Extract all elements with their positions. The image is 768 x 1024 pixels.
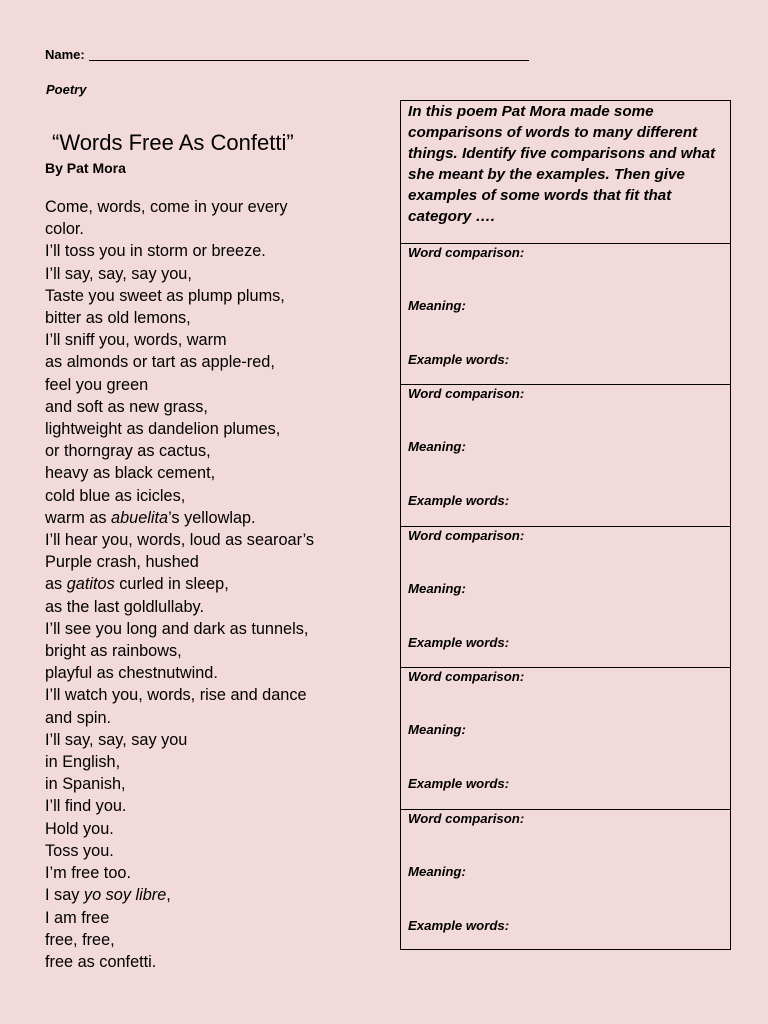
poem-text-segment: I’ll find you.: [45, 797, 127, 816]
poem-text-segment: ’s yellowlap.: [168, 508, 256, 527]
meaning-label: Meaning:: [408, 439, 466, 455]
poem-text-segment: color.: [45, 220, 84, 239]
poem-text-segment: I’m free too.: [45, 864, 131, 883]
name-label: Name:: [45, 47, 85, 62]
poem-text-segment: cold blue as icicles,: [45, 486, 186, 505]
comparison-box[interactable]: [401, 527, 730, 668]
poem-author: By Pat Mora: [45, 160, 126, 176]
poem-line: [45, 751, 385, 773]
example-words-label: Example words:: [408, 776, 510, 792]
poem-line: [45, 396, 385, 418]
poem-text-segment: I’ll see you long and dark as tunnels,: [45, 619, 309, 638]
poem-line: [45, 218, 385, 240]
comparison-box[interactable]: [401, 668, 730, 809]
word-comparison-label: Word comparison:: [408, 527, 525, 543]
poem-line: [45, 951, 385, 973]
poem-line: [45, 640, 385, 662]
poem-text-segment: as the last goldlullaby.: [45, 597, 204, 616]
poem-text-segment: lightweight as dandelion plumes,: [45, 420, 281, 439]
poem-line: [45, 840, 385, 862]
poem-italic-word: abuelita: [111, 508, 169, 527]
poem-text-segment: I am free: [45, 908, 110, 927]
poem-text-segment: as almonds or tart as apple-red,: [45, 353, 275, 372]
poem-text-segment: Toss you.: [45, 841, 114, 860]
poem-line: [45, 907, 385, 929]
poem-text-segment: heavy as black cement,: [45, 464, 216, 483]
poem-line: [45, 596, 385, 618]
poem-line: [45, 707, 385, 729]
poem-text-segment: ,: [166, 886, 171, 905]
name-blank-line[interactable]: [89, 60, 529, 61]
poem-text-segment: I’ll say, say, say you: [45, 730, 188, 749]
meaning-label: Meaning:: [408, 580, 466, 596]
poem-line: [45, 418, 385, 440]
poem-text-segment: feel you green: [45, 375, 149, 394]
word-comparison-label: Word comparison:: [408, 245, 525, 260]
poem-title: “Words Free As Confetti”: [52, 130, 294, 155]
poem-line: [45, 662, 385, 684]
poem-italic-word: gatitos: [66, 575, 115, 594]
poem-line: [45, 462, 385, 484]
section-label: Poetry: [46, 82, 87, 97]
poem-line: [45, 263, 385, 285]
word-comparison-label: Word comparison:: [408, 386, 525, 402]
comparison-box[interactable]: [401, 244, 730, 385]
poem-text-segment: I’ll sniff you, words, warm: [45, 331, 227, 350]
poem-text-segment: free, free,: [45, 930, 115, 949]
example-words-label: Example words:: [408, 634, 510, 650]
poem-line: [45, 729, 385, 751]
poem-line: [45, 374, 385, 396]
poem-line: [45, 285, 385, 307]
poem-text-segment: or thorngray as cactus,: [45, 442, 211, 461]
poem-line: [45, 485, 385, 507]
comparison-worksheet: [400, 100, 731, 950]
poem-text-segment: Hold you.: [45, 819, 114, 838]
poem-line: [45, 884, 385, 906]
poem-text-segment: bitter as old lemons,: [45, 309, 191, 328]
poem-text-segment: I’ll toss you in storm or breeze.: [45, 242, 266, 261]
comparison-box[interactable]: [401, 810, 730, 951]
example-words-label: Example words:: [408, 352, 510, 367]
poem-text-segment: curled in sleep,: [114, 575, 229, 594]
poem-text-segment: playful as chestnutwind.: [45, 664, 218, 683]
poem-text-segment: in Spanish,: [45, 775, 126, 794]
poem-line: [45, 529, 385, 551]
poem-text-segment: and soft as new grass,: [45, 397, 208, 416]
poem-line: [45, 773, 385, 795]
poem-text-segment: and spin.: [45, 708, 112, 727]
poem-line: [45, 507, 385, 529]
poem-line: [45, 818, 385, 840]
poem-text-segment: I’ll hear you, words, loud as searoar’s: [45, 531, 315, 550]
poem-line: [45, 240, 385, 262]
poem-line: [45, 618, 385, 640]
poem-text-segment: as: [45, 575, 67, 594]
meaning-label: Meaning:: [408, 863, 466, 879]
poem-line: [45, 440, 385, 462]
example-words-label: Example words:: [408, 493, 510, 509]
poem-text-segment: free as confetti.: [45, 952, 157, 971]
poem-text-segment: I’ll watch you, words, rise and dance: [45, 686, 307, 705]
comparison-box[interactable]: [401, 385, 730, 526]
poem-text-segment: in English,: [45, 753, 121, 772]
poem-text-segment: bright as rainbows,: [45, 642, 182, 661]
poem-line: [45, 862, 385, 884]
poem-text-segment: Come, words, come in your every: [45, 198, 288, 216]
poem-text-segment: I’ll say, say, say you,: [45, 264, 192, 283]
poem-line: [45, 329, 385, 351]
name-field-row: [45, 47, 529, 62]
poem-line: [45, 196, 385, 218]
poem-text-segment: I say: [45, 886, 84, 905]
worksheet-boxes: [401, 244, 730, 951]
poem-line: [45, 351, 385, 373]
example-words-label: Example words:: [408, 917, 510, 933]
meaning-label: Meaning:: [408, 298, 466, 313]
poem-line: [45, 929, 385, 951]
worksheet-instructions: In this poem Pat Mora made some comparisons of words to many different things. Identify five comparisons and what she meant by the examples. Then give examples of some words that fit that category ….: [401, 101, 730, 244]
poem-line: [45, 573, 385, 595]
poem-text: [45, 196, 385, 973]
poem-italic-word: yo soy libre: [83, 886, 167, 905]
word-comparison-label: Word comparison:: [408, 669, 525, 685]
poem-text-segment: warm as: [45, 508, 112, 527]
word-comparison-label: Word comparison:: [408, 810, 525, 826]
poem-text-segment: Purple crash, hushed: [45, 553, 199, 572]
poem-line: [45, 551, 385, 573]
poem-line: [45, 795, 385, 817]
poem-line: [45, 684, 385, 706]
poem-text-segment: Taste you sweet as plump plums,: [45, 286, 285, 305]
meaning-label: Meaning:: [408, 722, 466, 738]
poem-line: [45, 307, 385, 329]
